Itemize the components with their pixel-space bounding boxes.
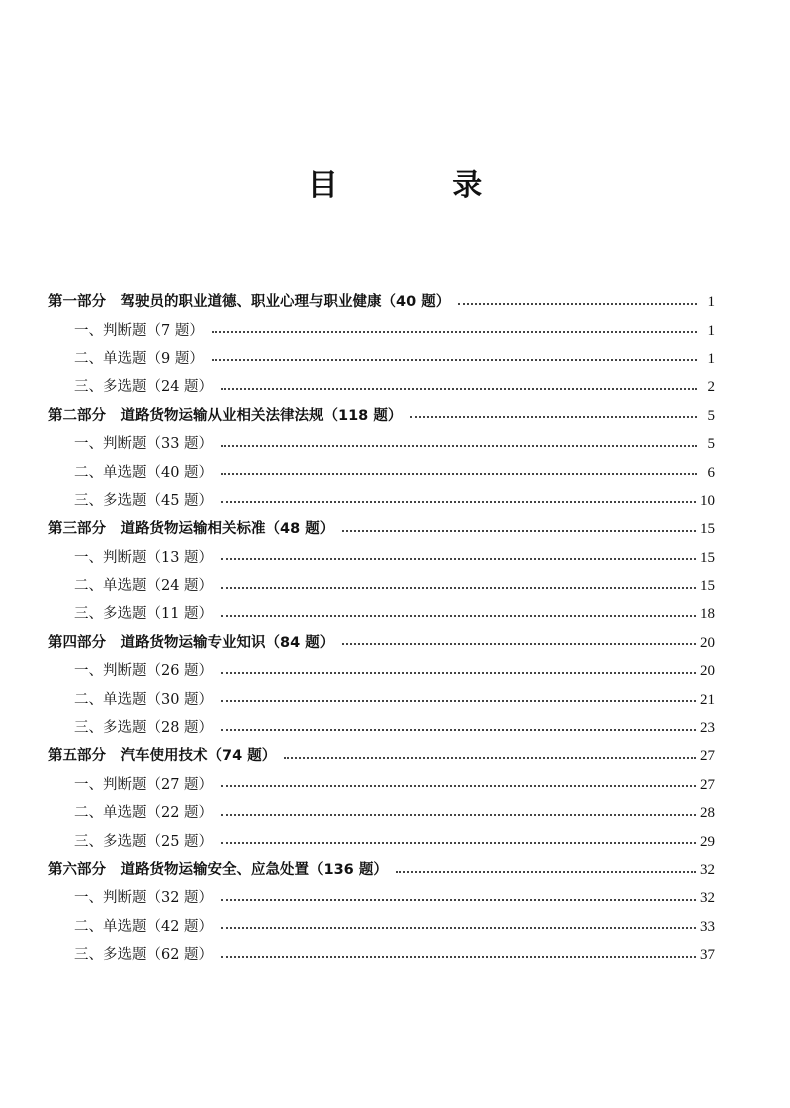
toc-entry-label: 一、判断题（27 题） [74,776,214,793]
dot-leader [221,671,696,674]
toc-entry-label: 二、单选题（9 题） [74,350,204,367]
toc-page-number: 20 [700,634,715,651]
toc-page-number: 2 [707,379,715,396]
toc-page-number: 29 [700,833,715,850]
toc-part-entry[interactable] [48,629,715,657]
toc-entry-label: 二、单选题（42 题） [74,918,214,935]
toc-entry-label: 一、判断题（7 题） [74,322,204,339]
dot-leader [221,472,697,475]
toc-entry-label: 第四部分 道路货物运输专业知识（84 题） [48,634,335,651]
dot-leader [221,557,696,560]
toc-section-entry[interactable] [48,345,715,373]
dot-leader [221,728,696,731]
toc-page-number: 15 [700,549,715,566]
toc-section-entry[interactable] [48,884,715,912]
toc-entry-label: 第二部分 道路货物运输从业相关法律法规（118 题） [48,407,403,424]
toc-entry-label: 三、多选题（24 题） [74,379,214,396]
dot-leader [221,444,697,447]
toc-entry-label: 三、多选题（45 题） [74,492,214,509]
dot-leader [458,302,697,305]
toc-entry-label: 一、判断题（32 题） [74,890,214,907]
toc-section-entry[interactable] [48,430,715,458]
toc-page-number: 33 [700,918,715,935]
toc-entry-label: 第六部分 道路货物运输安全、应急处置（136 题） [48,862,388,878]
toc-page-number: 10 [700,492,715,509]
toc-section-entry[interactable] [48,544,715,572]
toc-section-entry[interactable] [48,458,715,486]
toc-section-entry[interactable] [48,714,715,742]
dot-leader [410,415,697,418]
toc-page-number: 32 [700,862,715,878]
dot-leader [221,586,696,589]
toc-page-number: 15 [700,578,715,595]
toc-page-number: 18 [700,606,715,623]
toc-entry-label: 第一部分 驾驶员的职业道德、职业心理与职业健康（40 题） [48,294,451,311]
toc-section-entry[interactable] [48,827,715,855]
toc-page-number: 1 [707,350,715,367]
toc-section-entry[interactable] [48,657,715,685]
page-title: 目 录 [307,168,535,203]
toc-page-number: 32 [700,890,715,907]
dot-leader [342,642,696,645]
toc-section-entry[interactable] [48,913,715,941]
table-of-contents [48,288,715,969]
toc-section-entry[interactable] [48,771,715,799]
toc-page-number: 23 [700,720,715,737]
toc-part-entry[interactable] [48,402,715,430]
toc-page-number: 28 [700,805,715,822]
toc-section-entry[interactable] [48,941,715,969]
toc-entry-label: 三、多选题（25 题） [74,833,214,850]
toc-part-entry[interactable] [48,742,715,770]
toc-page-number: 1 [707,294,715,311]
toc-entry-label: 三、多选题（11 题） [74,606,214,623]
toc-entry-label: 三、多选题（62 题） [74,947,214,964]
dot-leader [212,358,697,361]
toc-part-entry[interactable] [48,288,715,316]
toc-page-number: 21 [700,691,715,708]
toc-entry-label: 三、多选题（28 题） [74,720,214,737]
dot-leader [212,330,697,333]
dot-leader [221,784,696,787]
dot-leader [221,955,696,958]
toc-page-number: 5 [707,407,715,424]
toc-section-entry[interactable] [48,487,715,515]
toc-section-entry[interactable] [48,799,715,827]
toc-page-number: 15 [700,521,715,538]
toc-entry-label: 第三部分 道路货物运输相关标准（48 题） [48,521,335,538]
toc-section-entry[interactable] [48,572,715,600]
toc-page-number: 6 [707,464,715,481]
dot-leader [221,926,696,929]
toc-entry-label: 二、单选题（30 题） [74,691,214,708]
dot-leader [221,500,696,503]
toc-page-number: 20 [700,663,715,680]
toc-page-number: 37 [700,947,715,964]
toc-part-entry[interactable] [48,856,715,884]
dot-leader [221,898,696,901]
toc-entry-label: 一、判断题（26 题） [74,663,214,680]
toc-entry-label: 二、单选题（24 题） [74,578,214,595]
toc-entry-label: 二、单选题（22 题） [74,805,214,822]
toc-page-number: 1 [707,322,715,339]
dot-leader [221,614,696,617]
toc-part-entry[interactable] [48,515,715,543]
toc-page-number: 27 [700,776,715,793]
toc-entry-label: 二、单选题（40 题） [74,464,214,481]
toc-section-entry[interactable] [48,316,715,344]
toc-entry-label: 第五部分 汽车使用技术（74 题） [48,748,277,765]
dot-leader [396,870,696,873]
toc-page-number: 27 [700,748,715,765]
toc-entry-label: 一、判断题（33 题） [74,436,214,453]
dot-leader [221,387,697,390]
toc-section-entry[interactable] [48,600,715,628]
dot-leader [342,529,696,532]
toc-section-entry[interactable] [48,685,715,713]
dot-leader [221,813,696,816]
dot-leader [221,699,696,702]
toc-page-number: 5 [707,436,715,453]
dot-leader [221,841,696,844]
toc-section-entry[interactable] [48,373,715,401]
toc-entry-label: 一、判断题（13 题） [74,549,214,566]
dot-leader [284,756,696,759]
